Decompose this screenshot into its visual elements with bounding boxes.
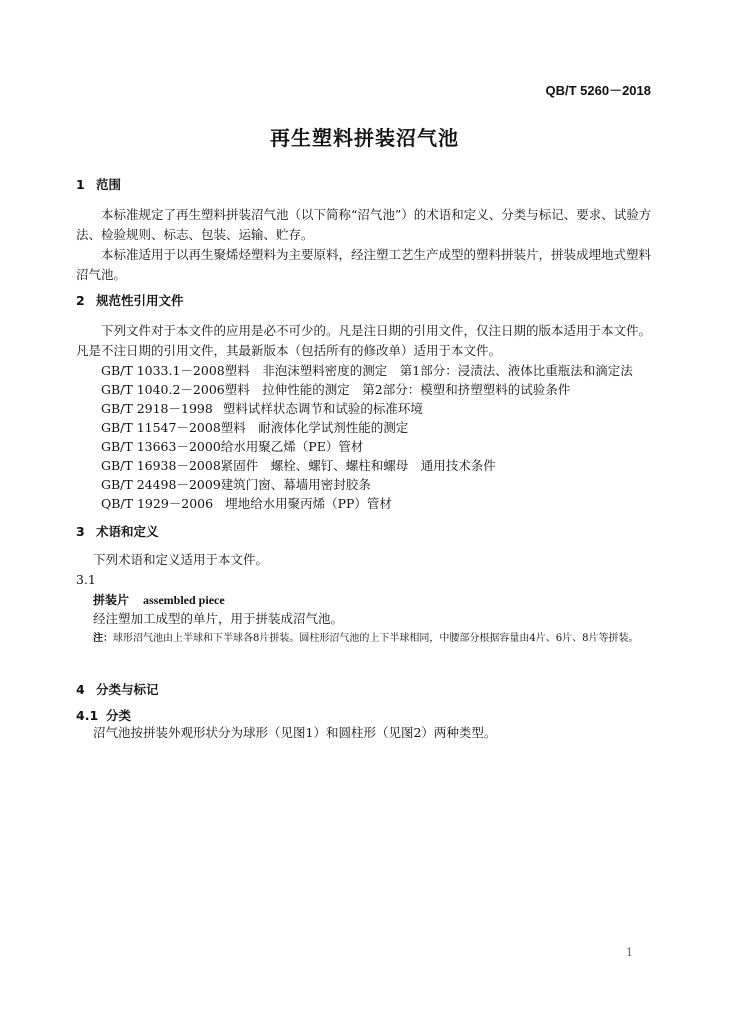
section-4-number: 4: [76, 682, 85, 697]
ref-item: [101, 494, 392, 514]
ref-item: [101, 380, 570, 400]
ref-item: [101, 418, 408, 438]
document-title: 再生塑料拼装沼气池: [270, 126, 459, 150]
section-2-intro: 下列文件对于本文件的应用是必不可少的。凡是注日期的引用文件，仅注日期的版本适用于本文件。凡是不注日期的引用文件，其最新版本（包括所有的修改单）适用于本文件。: [76, 323, 652, 358]
section-2-number: 2: [76, 293, 85, 308]
ref-title: 塑料 非泡沫塑料密度的测定 第1部分：浸渍法、液体比重瓶法和滴定法: [224, 363, 633, 378]
section-1-title: 范围: [96, 177, 122, 192]
term-entry: [93, 591, 225, 608]
ref-code: GB/T 1033.1－2008: [101, 363, 225, 378]
clause-4-1-text: 沼气池按拼装外观形状分为球形（见图1）和圆柱形（见图2）两种类型。: [93, 725, 497, 740]
ref-title: 塑料 耐液体化学试剂性能的测定: [220, 420, 409, 435]
section-2-title: 规范性引用文件: [96, 293, 184, 308]
ref-item: [101, 399, 423, 419]
section-1-number: 1: [76, 177, 85, 192]
clause-4-1-title: 分类: [106, 708, 132, 723]
note-text: 球形沼气池由上半球和下半球各8片拼装。圆柱形沼气池的上下半球相同，中腰部分根据容量由4片、6片、8片等拼装。: [113, 633, 639, 644]
section-1-heading: [76, 175, 121, 193]
section-1-paragraph-1: 本标准规定了再生塑料拼装沼气池（以下简称“沼气池”）的术语和定义、分类与标记、要求、试验方法、检验规则、标志、包装、运输、贮存。: [76, 207, 652, 242]
ref-title: 塑料试样状态调节和试验的标准环境: [222, 401, 423, 416]
page-number: 1: [626, 946, 633, 959]
ref-code: GB/T 1040.2－2006: [101, 382, 225, 397]
note-label: 注：: [93, 633, 113, 644]
ref-item: [101, 456, 496, 476]
ref-title: 建筑门窗、幕墙用密封胶条: [220, 477, 371, 492]
section-2-heading: [76, 291, 184, 309]
clause-3-1-number: 3.1: [76, 572, 96, 587]
section-3-title: 术语和定义: [96, 524, 159, 539]
term-chinese: 拼装片: [93, 593, 130, 607]
ref-code: GB/T 11547－2008: [101, 420, 221, 435]
section-4-title: 分类与标记: [96, 682, 159, 697]
ref-code: GB/T 24498－2009: [101, 477, 221, 492]
ref-title: 塑料 拉伸性能的测定 第2部分：模塑和挤塑塑料的试验条件: [224, 382, 571, 397]
ref-code: QB/T 1929－2006: [101, 496, 214, 511]
standard-code: QB/T 5260－2018: [545, 83, 651, 98]
clause-4-1-heading: [76, 706, 131, 724]
section-3-heading: [76, 522, 159, 540]
clause-4-1-number: 4.1: [76, 708, 99, 723]
ref-item: [101, 475, 371, 495]
section-4-heading: [76, 680, 159, 698]
ref-code: GB/T 2918－1998: [101, 401, 213, 416]
ref-code: GB/T 13663－2000: [101, 439, 221, 454]
ref-title: 紧固件 螺栓、螺钉、螺柱和螺母 通用技术条件: [220, 458, 496, 473]
section-3-number: 3: [76, 524, 85, 539]
ref-title: 给水用聚乙烯（PE）管材: [220, 439, 364, 454]
ref-item: [101, 437, 363, 457]
term-definition: 经注塑加工成型的单片，用于拼装成沼气池。: [93, 611, 344, 626]
ref-code: GB/T 16938－2008: [101, 458, 221, 473]
ref-item: [101, 361, 633, 381]
term-english: assembled piece: [143, 593, 225, 607]
section-3-intro: 下列术语和定义适用于本文件。: [93, 552, 269, 567]
section-1-paragraph-2: 本标准适用于以再生聚烯烃塑料为主要原料，经注塑工艺生产成型的塑料拼装片，拼装成埋地式塑料沼气池。: [76, 247, 652, 282]
ref-title: 埋地给水用聚丙烯（PP）管材: [225, 496, 392, 511]
